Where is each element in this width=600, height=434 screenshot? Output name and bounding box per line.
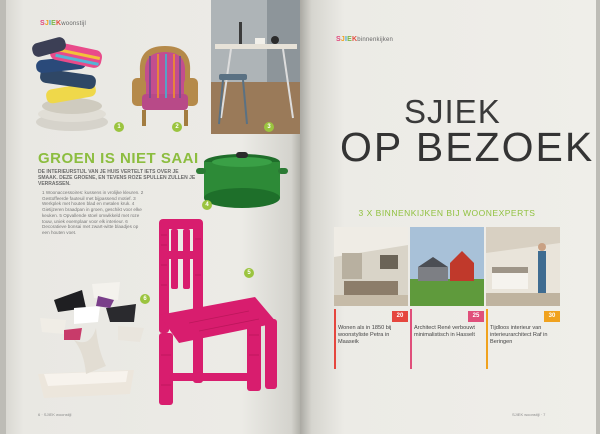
desk-photo bbox=[211, 0, 300, 134]
visit-photo-3 bbox=[486, 227, 560, 306]
pink-chair-photo bbox=[149, 215, 287, 409]
feature-title-line1: SJIEK bbox=[404, 93, 501, 130]
section-brand-left: SJIEKwoonstijl bbox=[40, 20, 87, 27]
feature-subtitle: 3 X BINNENKIJKEN BIJ WOONEXPERTS bbox=[358, 208, 536, 218]
item-number-1: 1 bbox=[114, 122, 124, 132]
page-tag-1: 20 bbox=[392, 311, 408, 322]
intro-text: DE INTERIEURSTIJL VAN JE HUIS VERTELT IETS OVER JE SMAAK. DEZE GROENE, EN TEVENS ROZE SPULLEN ZULLEN JE VERRASSEN. bbox=[38, 169, 196, 187]
feature-title-line2: OP BEZOEK bbox=[340, 124, 595, 170]
page-tag-2: 25 bbox=[468, 311, 484, 322]
armchair-photo bbox=[128, 42, 202, 130]
page-tag-3: 30 bbox=[544, 311, 560, 322]
left-folio: 6 · SJIEK woonstijl bbox=[38, 412, 72, 417]
item-number-6: 6 bbox=[140, 294, 150, 304]
visit-card-3[interactable] bbox=[486, 227, 560, 389]
card-rule-2 bbox=[410, 309, 412, 369]
visit-caption-2: Architect René verbouwt minimalistisch in Hasselt bbox=[414, 325, 475, 339]
visit-photo-1 bbox=[334, 227, 408, 306]
item-number-5: 5 bbox=[244, 268, 254, 278]
pillows-photo bbox=[26, 34, 118, 134]
card-rule-1 bbox=[334, 309, 336, 369]
visit-caption-1: Wonen als in 1850 bij woonstyliste Petra in Maaseik bbox=[338, 325, 392, 346]
right-folio: SJIEK woonstijl · 7 bbox=[512, 412, 546, 417]
section-heading: GROEN IS NIET SAAI bbox=[38, 150, 199, 167]
bonsai-photo bbox=[34, 278, 152, 402]
item-number-3: 3 bbox=[264, 122, 274, 132]
item-number-2: 2 bbox=[172, 122, 182, 132]
section-brand-right: SJIEKbinnenkijken bbox=[336, 36, 394, 43]
card-rule-3 bbox=[486, 309, 488, 369]
left-page bbox=[6, 0, 300, 434]
visit-photo-2 bbox=[410, 227, 484, 306]
visit-caption-3: Tijdloos interieur van interieurarchitect Raf in Beringen bbox=[490, 325, 548, 346]
visit-card-2[interactable] bbox=[410, 227, 484, 389]
visit-card-1[interactable] bbox=[334, 227, 408, 389]
body-text: 1 Woonaccessoires: kussens in vrolijke kleuren. 2 Gestoffeerde fauteuil met bijpassend motief. 3 Werkplek met houten blad en metalen kruk. 4 Gietijzeren braadpan in groen, geschikt voor elke keuken. 5 Opvallende stoel omwikkeld met roze touw, uniek exemplaar voor elk interieur. 6 Decoratieve bonsai met zwart-witte blaadjes op een houten voet. bbox=[42, 190, 144, 235]
item-number-4: 4 bbox=[202, 200, 212, 210]
right-page bbox=[300, 0, 596, 434]
